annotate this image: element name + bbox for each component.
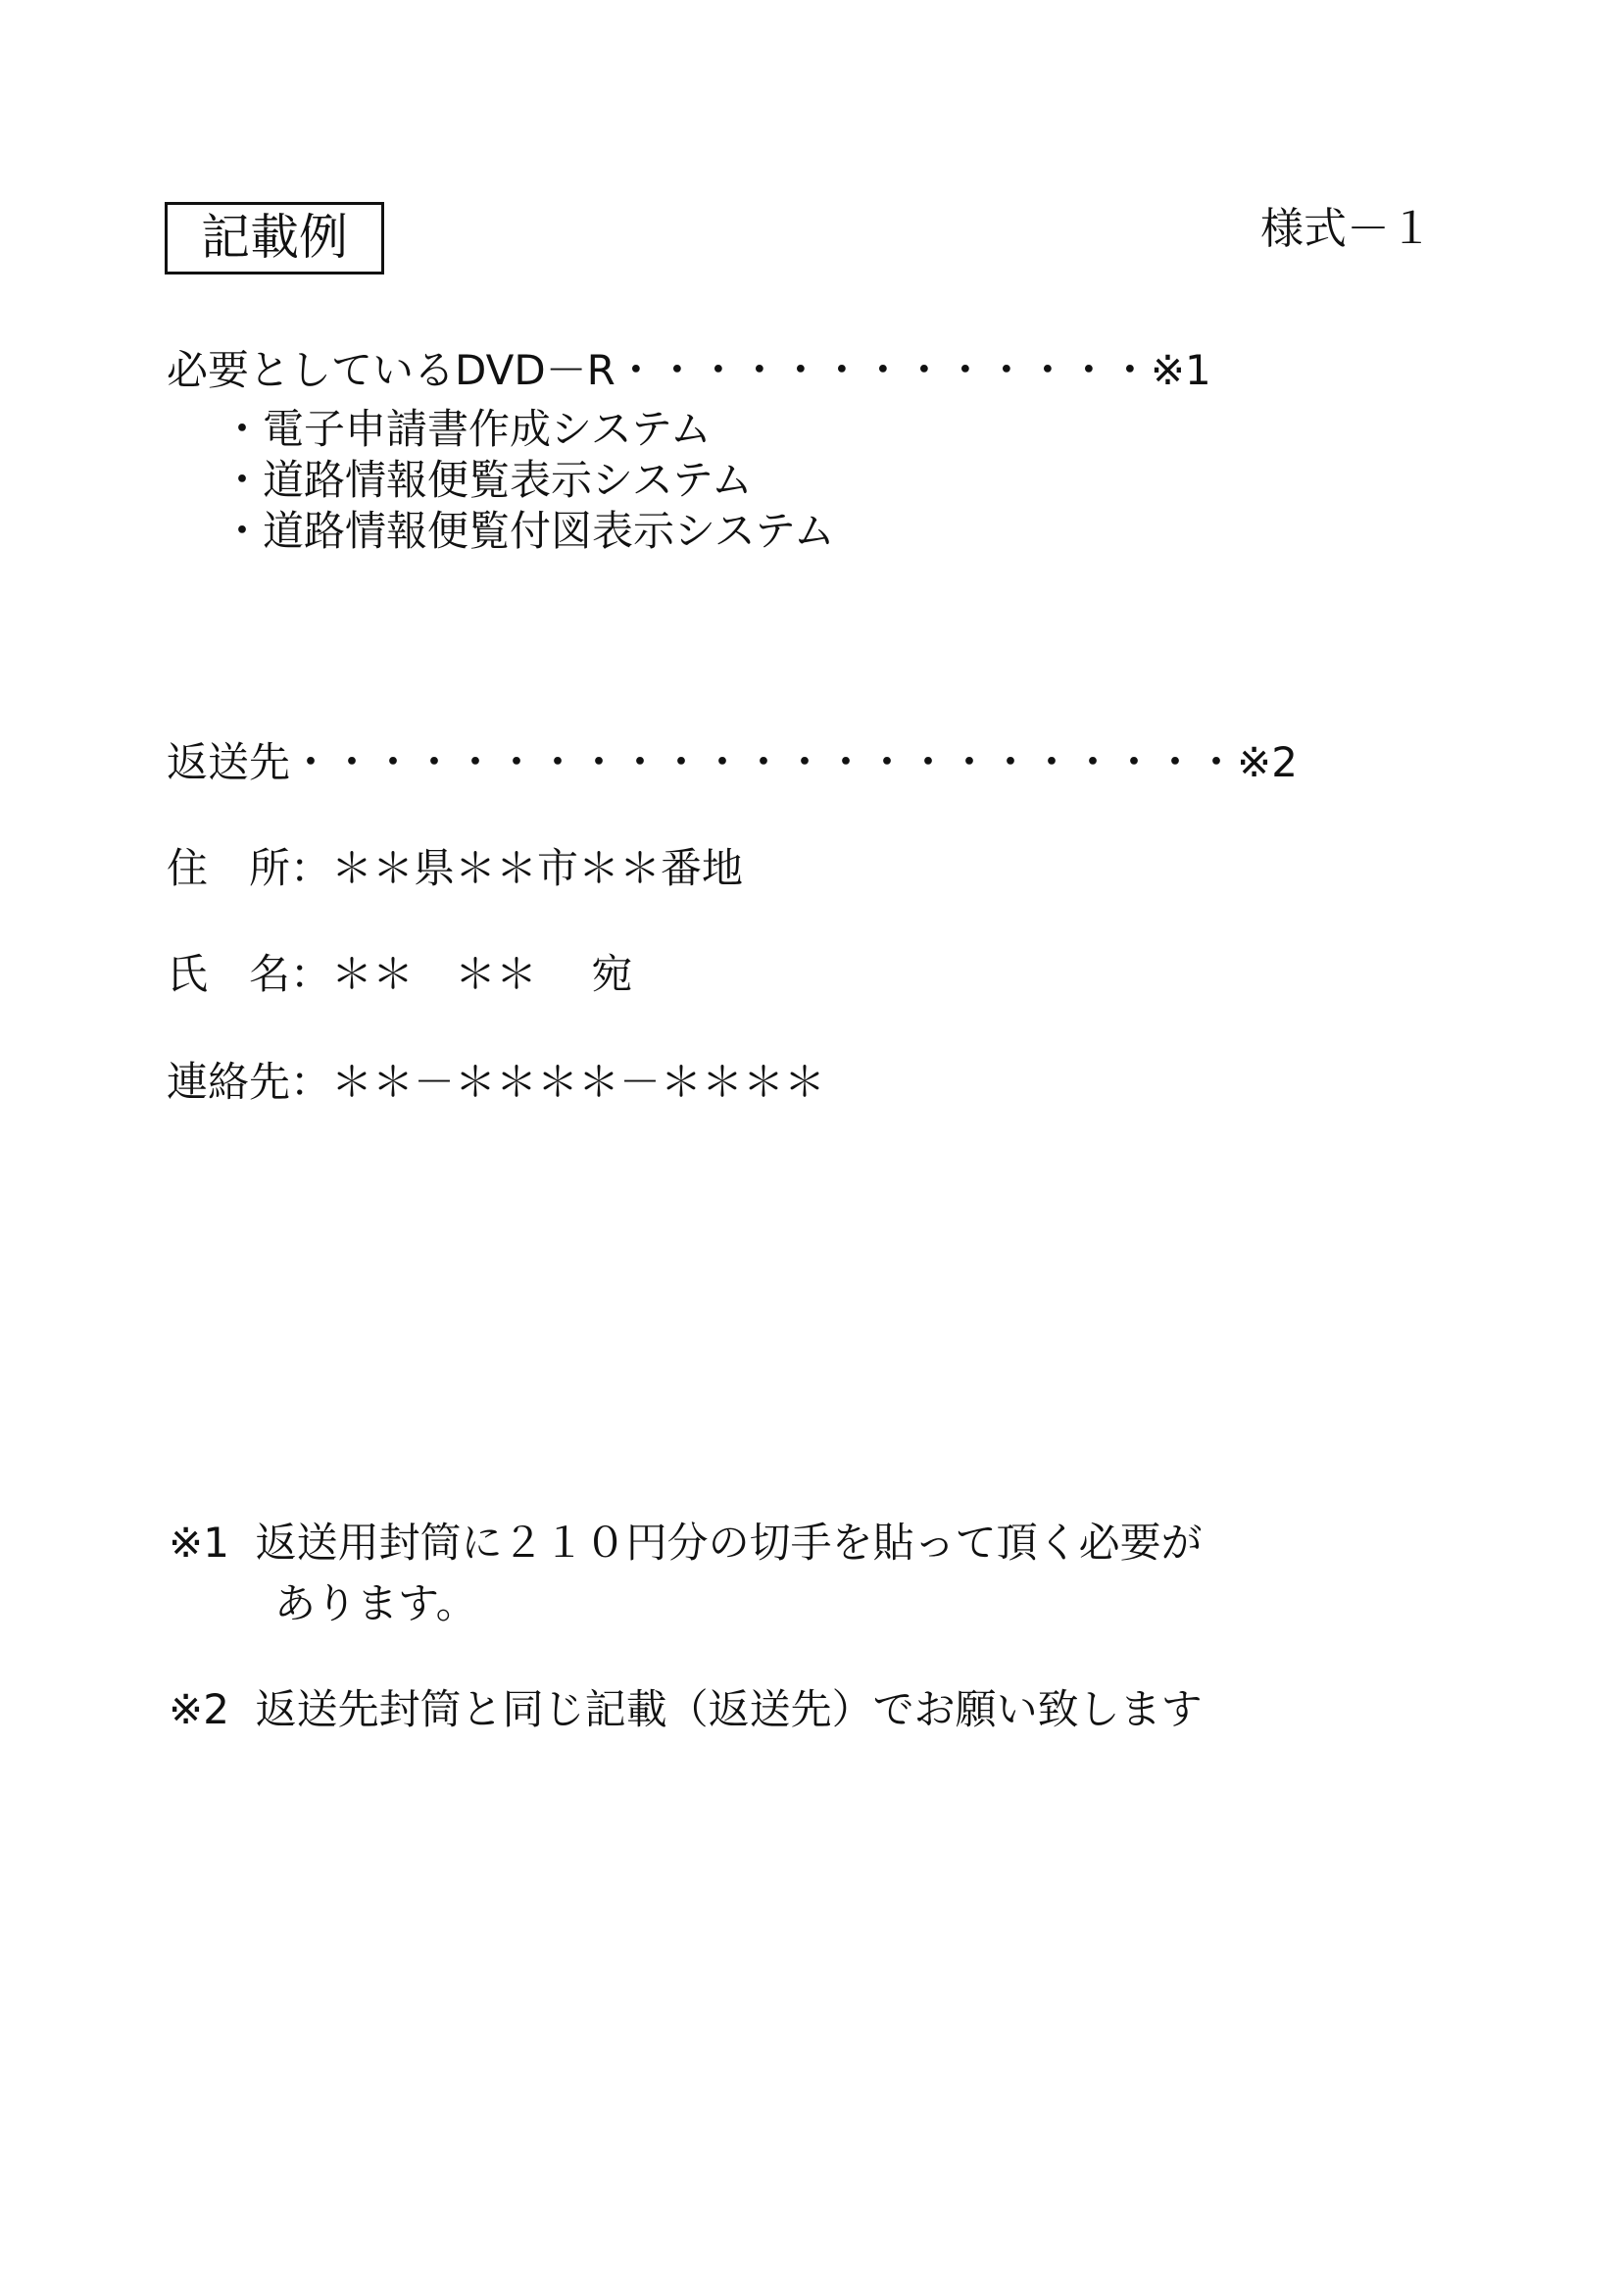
note-1-continuation: あります。 <box>274 1579 477 1627</box>
dvd-required-heading: 必要としているDVD－R・・・・・・・・・・・・・※1 <box>167 346 1211 394</box>
dvd-list-item: ・道路情報便覧付図表示システム <box>221 507 835 555</box>
name-row: 氏 名：＊＊ ＊＊ 宛 <box>167 950 633 998</box>
dvd-list-item: ・道路情報便覧表示システム <box>221 456 753 504</box>
contact-row: 連絡先：＊＊－＊＊＊＊－＊＊＊＊ <box>167 1058 826 1106</box>
address-row: 住 所：＊＊県＊＊市＊＊番地 <box>167 844 744 892</box>
dvd-list-item: ・電子申請書作成システム <box>221 405 712 453</box>
example-label: 記載例 <box>165 202 384 274</box>
note-2: ※2 返送先封筒と同じ記載（返送先）でお願い致します <box>169 1685 1203 1733</box>
form-number: 様式－１ <box>1260 204 1433 254</box>
return-address-heading: 返送先・・・・・・・・・・・・・・・・・・・・・・・※2 <box>167 738 1298 786</box>
note-1: ※1 返送用封筒に２１０円分の切手を貼って頂く必要が <box>169 1519 1203 1567</box>
